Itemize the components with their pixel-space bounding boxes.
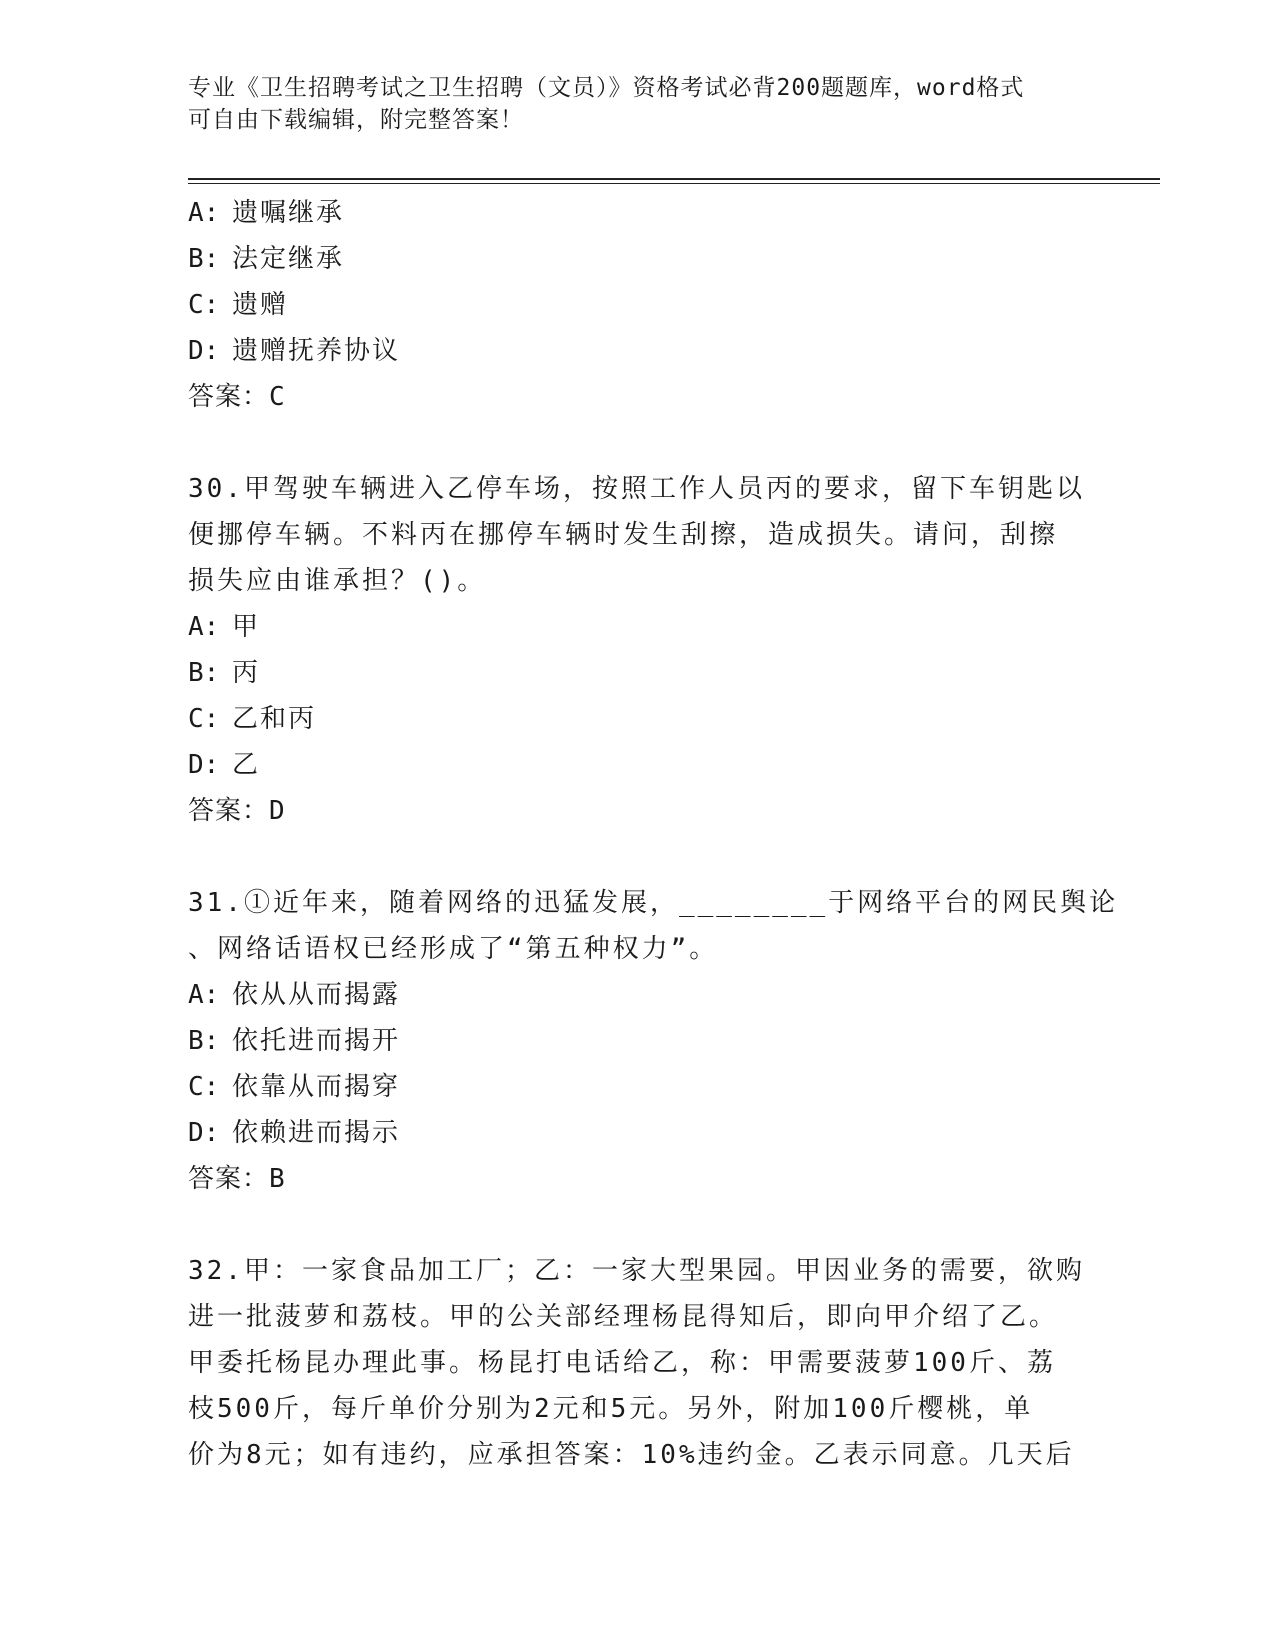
option-letter: D: bbox=[188, 336, 220, 366]
option-text: 法定继承 bbox=[232, 244, 345, 274]
option-letter: B: bbox=[188, 1026, 220, 1056]
option-a bbox=[188, 972, 1088, 1018]
option-d bbox=[188, 742, 1088, 788]
question-text: 便挪停车辆。不料丙在挪停车辆时发生刮擦，造成损失。请问，刮擦 bbox=[188, 520, 1059, 550]
option-c bbox=[188, 282, 1088, 328]
option-letter: D: bbox=[188, 750, 220, 780]
option-d bbox=[188, 1110, 1088, 1156]
answer-line: 答案：C bbox=[188, 382, 286, 412]
option-letter: B: bbox=[188, 658, 220, 688]
option-letter: A: bbox=[188, 612, 220, 642]
option-letter: A: bbox=[188, 980, 220, 1010]
option-c bbox=[188, 696, 1088, 742]
option-text: 甲 bbox=[232, 612, 261, 642]
header-line: 专业《卫生招聘考试之卫生招聘（文员）》资格考试必背200题题库，word格式 bbox=[188, 75, 1025, 101]
option-text: 乙 bbox=[232, 750, 261, 780]
option-c bbox=[188, 1064, 1088, 1110]
option-text: 依靠从而揭穿 bbox=[232, 1072, 401, 1102]
question-block bbox=[188, 466, 1088, 834]
option-b bbox=[188, 1018, 1088, 1064]
option-letter: D: bbox=[188, 1118, 220, 1148]
question-text: 、网络话语权已经形成了“第五种权力”。 bbox=[188, 934, 719, 964]
question-text: 31.①近年来，随着网络的迅猛发展，________于网络平台的网民舆论 bbox=[188, 888, 1119, 918]
option-text: 依托进而揭开 bbox=[232, 1026, 401, 1056]
header-line: 可自由下载编辑，附完整答案！ bbox=[188, 107, 524, 133]
question-text: 进一批菠萝和荔枝。甲的公关部经理杨昆得知后，即向甲介绍了乙。 bbox=[188, 1302, 1059, 1332]
option-text: 遗赠 bbox=[232, 290, 289, 320]
option-text: 遗嘱继承 bbox=[232, 198, 345, 228]
option-letter: C: bbox=[188, 1072, 220, 1102]
answer-line: 答案：B bbox=[188, 1164, 286, 1194]
answer-line: 答案：D bbox=[188, 796, 286, 826]
option-b bbox=[188, 650, 1088, 696]
option-text: 丙 bbox=[232, 658, 261, 688]
question-text: 枝500斤，每斤单价分别为2元和5元。另外，附加100斤樱桃，单 bbox=[188, 1394, 1034, 1424]
option-text: 依赖进而揭示 bbox=[232, 1118, 401, 1148]
header-rule bbox=[188, 183, 1160, 184]
question-block bbox=[188, 1248, 1088, 1478]
option-letter: C: bbox=[188, 290, 220, 320]
option-letter: C: bbox=[188, 704, 220, 734]
option-text: 依从从而揭露 bbox=[232, 980, 401, 1010]
option-d bbox=[188, 328, 1088, 374]
question-text: 30.甲驾驶车辆进入乙停车场，按照工作人员丙的要求，留下车钥匙以 bbox=[188, 474, 1085, 504]
option-text: 遗赠抚养协议 bbox=[232, 336, 401, 366]
question-text: 价为8元；如有违约，应承担答案：10%违约金。乙表示同意。几天后 bbox=[188, 1440, 1075, 1470]
question-list bbox=[188, 190, 1119, 1478]
question-block bbox=[188, 190, 1088, 420]
option-letter: A: bbox=[188, 198, 220, 228]
option-b bbox=[188, 236, 1088, 282]
header-rule bbox=[188, 178, 1160, 180]
option-a bbox=[188, 190, 1088, 236]
option-text: 乙和丙 bbox=[232, 704, 317, 734]
question-text: 甲委托杨昆办理此事。杨昆打电话给乙，称：甲需要菠萝100斤、荔 bbox=[188, 1348, 1056, 1378]
question-block bbox=[188, 880, 1119, 1202]
option-letter: B: bbox=[188, 244, 220, 274]
question-text: 32.甲：一家食品加工厂；乙：一家大型果园。甲因业务的需要，欲购 bbox=[188, 1256, 1085, 1286]
option-a bbox=[188, 604, 1088, 650]
page-header bbox=[188, 72, 1088, 136]
question-text: 损失应由谁承担？()。 bbox=[188, 566, 487, 596]
